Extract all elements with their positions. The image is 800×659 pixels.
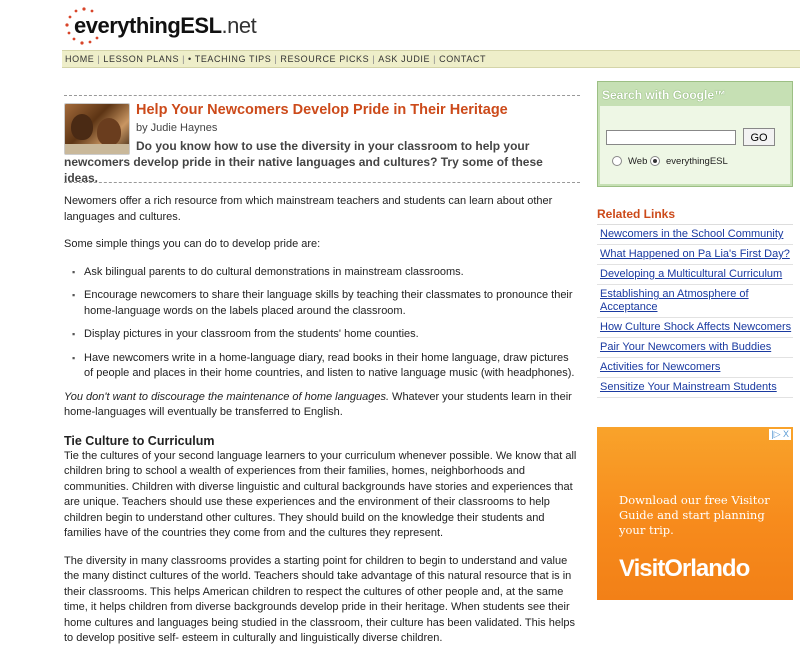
article — [64, 95, 580, 659]
article-header — [64, 96, 580, 185]
list-item: ▪ Display pictures in your classroom from the students' home counties. — [84, 327, 580, 343]
radio-site[interactable]: everythingESL — [650, 156, 728, 167]
nav-resource-picks[interactable]: RESOURCE PICKS — [280, 54, 370, 64]
radio-web-button[interactable] — [612, 156, 622, 166]
lead-paragraph: Some simple things you can do to develop pride are: — [64, 238, 321, 250]
nav-contact[interactable]: CONTACT — [439, 54, 487, 64]
list-item: ▪ Encourage newcomers to share their language skills by teaching their classmates to pronounce their home-language words on the labels placed around the classroom. — [84, 288, 580, 319]
body-paragraph: Tie the cultures of your second language learners to your curriculum whenever possible. We know that all children bring to school a wealth of experiences from their families, homes, neighborhoods and communities. Children with diverse linguistic and cultural backgrounds have stories and experiences that are unique. Teachers should use these experiences and the environment of their classrooms to help children begin to understand other cultures. They should build on the knowledge their students and families have of the countries they come from and the cultures they represent. — [64, 449, 577, 539]
nav-home[interactable]: HOME — [65, 54, 95, 64]
article-body — [64, 194, 580, 647]
related-link[interactable]: What Happened on Pa Lia's First Day? — [597, 245, 793, 265]
radio-site-button[interactable] — [650, 156, 660, 166]
ad-brand-logo: VisitOrlando — [619, 555, 750, 582]
related-link[interactable]: How Culture Shock Affects Newcomers — [597, 318, 793, 338]
article-byline: by Judie Haynes — [136, 122, 218, 134]
list-item: ▪ Ask bilingual parents to do cultural demonstrations in mainstream classrooms. — [84, 265, 580, 281]
note-rest: Whatever your students learn in their home-languages will eventually be transferred to English. — [64, 390, 572, 418]
ad-choices-icon[interactable]: |▷ X — [771, 429, 789, 439]
search-go-button[interactable]: GO — [743, 128, 775, 146]
tips-list — [64, 265, 580, 382]
related-link[interactable]: Newcomers in the School Community — [597, 225, 793, 245]
advertisement[interactable] — [597, 427, 793, 600]
nav-ask-judie[interactable]: ASK JUDIE — [378, 54, 431, 64]
body-paragraph: The diversity in many classrooms provides a starting point for children to begin to understand and value the many distinct cultures of the world. Teachers should take advantage of this natural resource that is in their classrooms. This helps American children to respect the cultures of other people and, at the same time, it helps children from diverse backgrounds develop pride in their heritage. When students see their home cultures and languages being studied in the classroom, their culture has been validated. This helps to develop positive self- esteem in culturally and linguistically diverse children. — [64, 554, 576, 644]
article-title: Help Your Newcomers Develop Pride in Their Heritage — [136, 102, 508, 118]
top-nav: HOME | LESSON PLANS | • TEACHING TIPS | RESOURCE PICKS | ASK JUDIE | CONTACT — [62, 50, 800, 68]
related-links-header: Related Links — [597, 206, 793, 225]
logo-text: everythingESL.net — [74, 13, 257, 38]
intro-paragraph: Newomers offer a rich resource from which mainstream teachers and students can learn about other languages and cultures. — [64, 195, 553, 223]
radio-web[interactable]: Web — [612, 156, 647, 167]
article-summary: Do you know how to use the diversity in your classroom to help your newcomers develop pride in their native languages and cultures? Try some of these ideas. — [64, 139, 543, 185]
nav-teaching-tips[interactable]: • TEACHING TIPS — [188, 54, 272, 64]
note-italic: You don't want to discourage the maintenance of home languages. — [64, 390, 389, 403]
related-link[interactable]: Establishing an Atmosphere of Acceptance — [597, 285, 793, 318]
section-heading: Tie Culture to Curriculum — [64, 433, 215, 448]
ad-text: Download our free Visitor Guide and start planning your trip. — [619, 493, 770, 537]
nav-lesson-plans[interactable]: LESSON PLANS — [103, 54, 180, 64]
related-link[interactable]: Sensitize Your Mainstream Students — [597, 378, 793, 398]
search-header: Search with Google™ — [602, 88, 727, 102]
related-link[interactable]: Activities for Newcomers — [597, 358, 793, 378]
related-link[interactable]: Pair Your Newcomers with Buddies — [597, 338, 793, 358]
list-item: ▪ Have newcomers write in a home-language diary, read books in their home language, draw pictures of people and places in their home countries, and listen to native language music (with headphones). — [84, 351, 580, 382]
search-input[interactable] — [606, 130, 736, 145]
note-paragraph — [64, 390, 580, 421]
related-links — [597, 206, 793, 398]
related-link[interactable]: Developing a Multicultural Curriculum — [597, 265, 793, 285]
